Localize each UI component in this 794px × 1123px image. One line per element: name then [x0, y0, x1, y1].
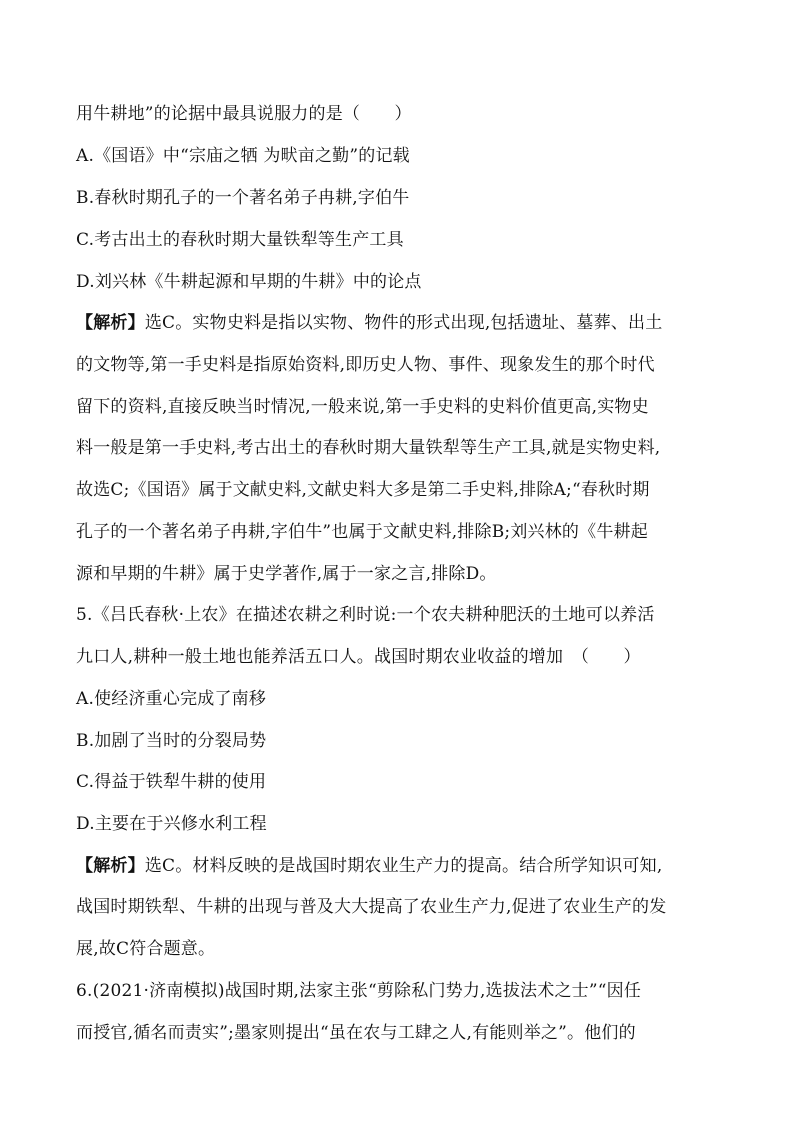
- analysis-text: 选C。实物史料是指以实物、物件的形式出现,包括遗址、墓葬、出土: [144, 313, 663, 333]
- option-a: A.使经济重心完成了南移: [76, 689, 267, 709]
- analysis-tag: 【解析】: [76, 313, 145, 333]
- option-d: D.主要在于兴修水利工程: [76, 814, 267, 834]
- analysis-line: 料一般是第一手史料,考古出土的春秋时期大量铁犁等生产工具,就是实物史料,: [76, 438, 661, 458]
- analysis-line: 的文物等,第一手史料是指原始资料,即历史人物、事件、现象发生的那个时代: [76, 355, 655, 375]
- analysis-tag: 【解析】: [76, 856, 145, 876]
- option-a: A.《国语》中“宗庙之牺 为畎亩之勤”的记载: [76, 146, 410, 166]
- question-5-stem: 5.《吕氏春秋·上农》在描述农耕之利时说:一个农夫耕种肥沃的土地可以养活: [76, 605, 655, 625]
- analysis-line: 源和早期的牛耕》属于史学著作,属于一家之言,排除D。: [76, 564, 497, 584]
- question-6-stem: 而授官,循名而责实”;墨家则提出“虽在农与工肆之人,有能则举之”。他们的: [76, 1023, 636, 1043]
- analysis-line: 故选C;《国语》属于文献史料,文献史料大多是第二手史料,排除A;“春秋时期: [76, 480, 650, 500]
- question-4-stem-continued: 用牛耕地”的论据中最具说服力的是（ ）: [76, 104, 412, 124]
- option-b: B.春秋时期孔子的一个著名弟子冉耕,字伯牛: [76, 188, 410, 208]
- analysis-line: 孔子的一个著名弟子冉耕,字伯牛”也属于文献史料,排除B;刘兴林的《牛耕起: [76, 522, 648, 542]
- option-b: B.加剧了当时的分裂局势: [76, 731, 267, 751]
- analysis-text: 选C。材料反映的是战国时期农业生产力的提高。结合所学知识可知,: [144, 856, 663, 876]
- question-5-stem: 九口人,耕种一般土地也能养活五口人。战国时期农业收益的增加 （ ）: [76, 647, 641, 667]
- option-d: D.刘兴林《牛耕起源和早期的牛耕》中的论点: [76, 272, 422, 292]
- analysis-line: [76, 311, 726, 335]
- option-c: C.得益于铁犁牛耕的使用: [76, 772, 267, 792]
- analysis-line: [76, 854, 726, 878]
- question-6-stem: 6.(2021·济南模拟)战国时期,法家主张“剪除私门势力,选拔法术之士”“因任: [76, 981, 642, 1001]
- analysis-line: 留下的资料,直接反映当时情况,一般来说,第一手史料的史料价值更高,实物史: [76, 397, 649, 417]
- option-c: C.考古出土的春秋时期大量铁犁等生产工具: [76, 230, 404, 250]
- analysis-line: 展,故C符合题意。: [76, 939, 216, 959]
- analysis-line: 战国时期铁犁、牛耕的出现与普及大大提高了农业生产力,促进了农业生产的发: [76, 897, 667, 917]
